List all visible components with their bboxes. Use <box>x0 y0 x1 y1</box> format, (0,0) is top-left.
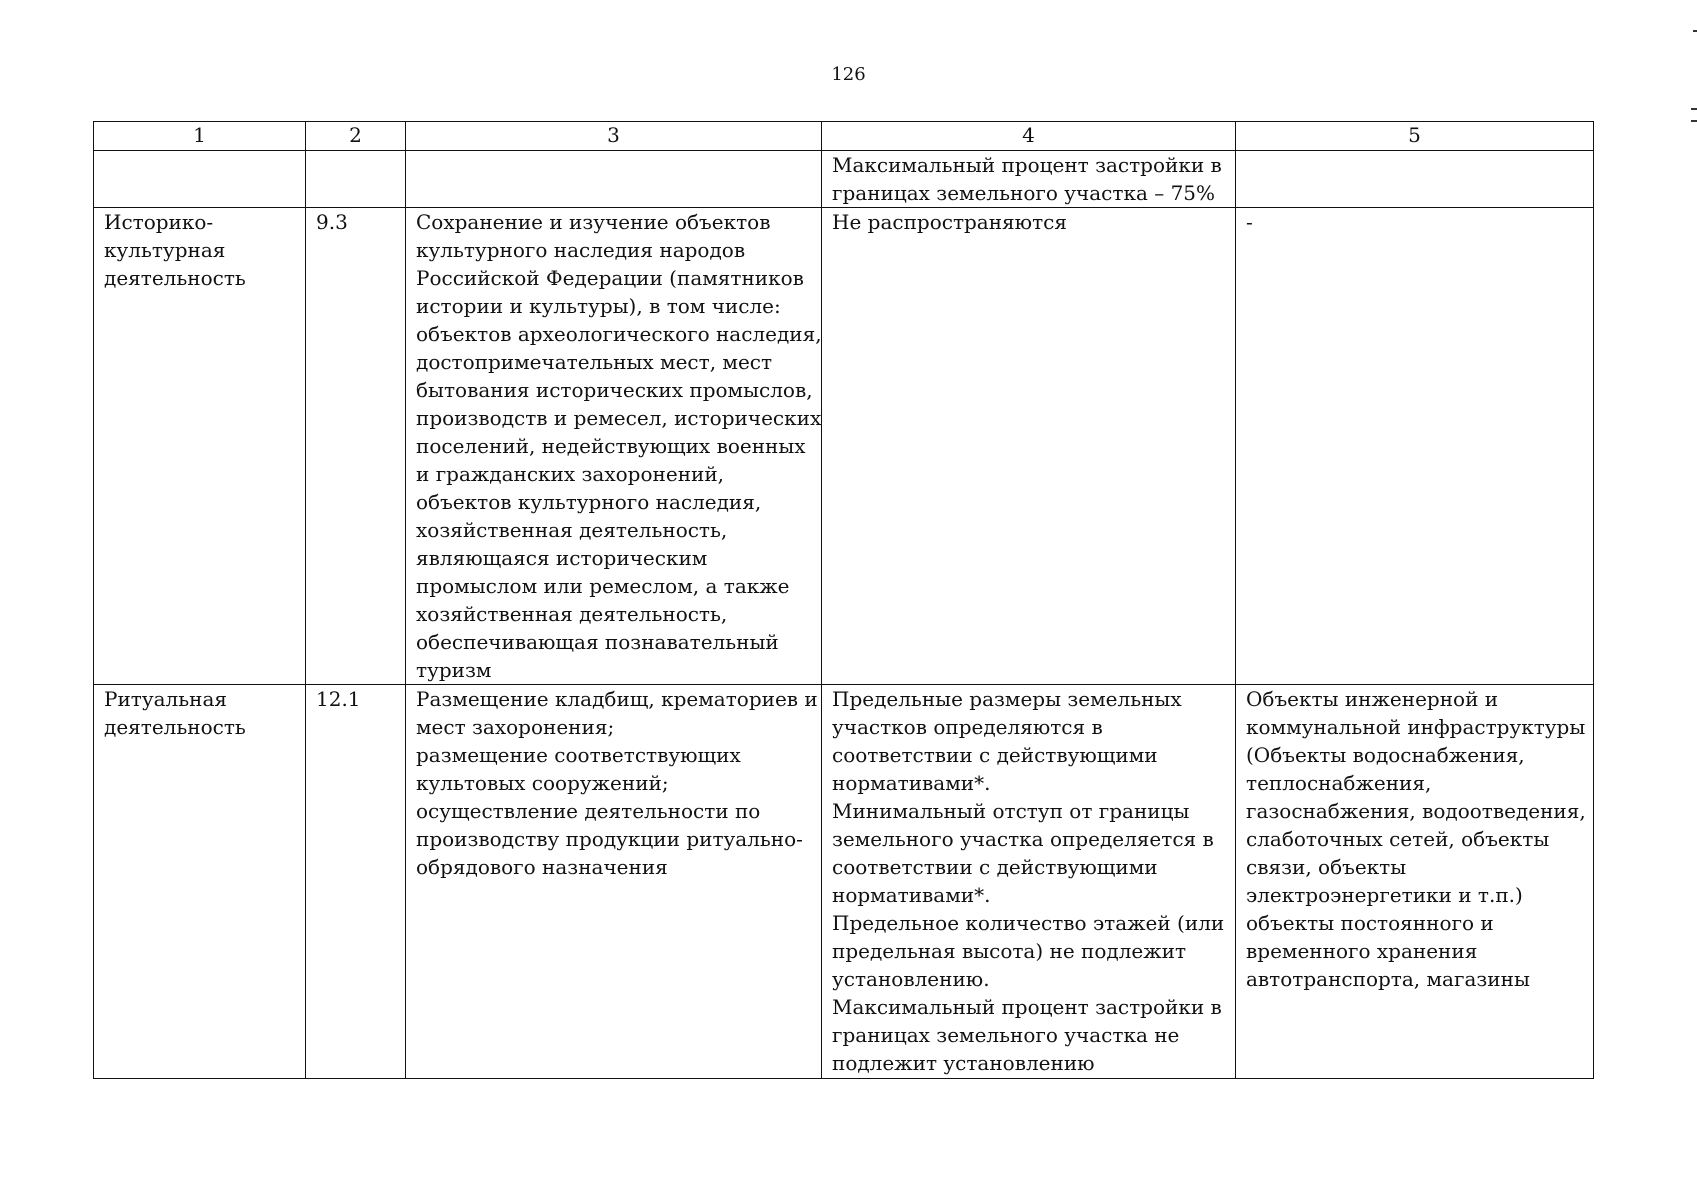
cell-line: деятельность <box>104 266 246 290</box>
cell-line: промыслом или ремеслом, а также <box>416 574 790 598</box>
cell-code <box>306 208 406 685</box>
header-cell-3: 3 <box>406 122 822 151</box>
cell-line: производств и ремесел, исторических <box>416 406 822 430</box>
cell-description <box>406 151 822 208</box>
cell-description <box>406 208 822 685</box>
cell-line: земельного участка определяется в <box>832 827 1214 851</box>
cell-line: участков определяются в <box>832 715 1103 739</box>
cell-line: границах земельного участка не <box>832 1023 1180 1047</box>
cell-auxiliary-uses <box>1236 151 1594 208</box>
cell-line: временного хранения <box>1246 939 1478 963</box>
cell-line: 12.1 <box>316 687 361 711</box>
cell-line: бытования исторических промыслов, <box>416 378 813 402</box>
cell-line: газоснабжения, водоотведения, <box>1246 799 1586 823</box>
cell-line: и гражданских захоронений, <box>416 462 725 486</box>
cell-code <box>306 151 406 208</box>
cell-line: предельная высота) не подлежит <box>832 939 1187 963</box>
cell-line: электроэнергетики и т.п.) <box>1246 883 1523 907</box>
cell-line: Ритуальная <box>104 687 228 711</box>
cell-line: деятельность <box>104 715 246 739</box>
cell-line: (Объекты водоснабжения, <box>1246 743 1525 767</box>
cell-line: производству продукции ритуально- <box>416 827 803 851</box>
cell-line: Не распространяются <box>832 210 1067 234</box>
cell-line: соответствии с действующими <box>832 743 1158 767</box>
cell-description <box>406 685 822 1079</box>
scan-edge-mark-lower <box>1691 108 1697 122</box>
cell-code <box>306 685 406 1079</box>
cell-line: достопримечательных мест, мест <box>416 350 773 374</box>
header-cell-4: 4 <box>822 122 1236 151</box>
cell-line: Сохранение и изучение объектов <box>416 210 771 234</box>
table-row <box>94 685 1594 1079</box>
cell-line: Объекты инженерной и <box>1246 687 1499 711</box>
cell-line: теплоснабжения, <box>1246 771 1432 795</box>
cell-auxiliary-uses <box>1236 685 1594 1079</box>
cell-line: коммунальной инфраструктуры <box>1246 715 1586 739</box>
cell-line: объектов археологического наследия, <box>416 322 822 346</box>
cell-auxiliary-uses <box>1236 208 1594 685</box>
cell-line: установлению. <box>832 967 990 991</box>
cell-line: обрядового назначения <box>416 855 668 879</box>
cell-type <box>94 151 306 208</box>
header-cell-1: 1 <box>94 122 306 151</box>
cell-line: поселений, недействующих военных <box>416 434 806 458</box>
header-cell-5: 5 <box>1236 122 1594 151</box>
cell-parameters <box>822 208 1236 685</box>
cell-type <box>94 685 306 1079</box>
cell-line: туризм <box>416 658 492 682</box>
cell-line: объектов культурного наследия, <box>416 490 762 514</box>
table-header-row <box>94 122 1594 151</box>
cell-line: осуществление деятельности по <box>416 799 761 823</box>
cell-line: культурная <box>104 238 226 262</box>
cell-line: мест захоронения; <box>416 715 615 739</box>
cell-parameters <box>822 685 1236 1079</box>
cell-line: культурного наследия народов <box>416 238 746 262</box>
cell-line: нормативами*. <box>832 771 991 795</box>
cell-line: Минимальный отступ от границы <box>832 799 1190 823</box>
cell-line: Предельные размеры земельных <box>832 687 1182 711</box>
page-number: 126 <box>831 64 866 85</box>
scan-edge-mark <box>1693 30 1697 32</box>
header-cell-2: 2 <box>306 122 406 151</box>
cell-line: границах земельного участка – 75% <box>832 181 1216 205</box>
cell-line: истории и культуры), в том числе: <box>416 294 781 318</box>
table-row <box>94 208 1594 685</box>
cell-line: обеспечивающая познавательный <box>416 630 779 654</box>
cell-line: Размещение кладбищ, крематориев и <box>416 687 818 711</box>
cell-line: хозяйственная деятельность, <box>416 518 728 542</box>
cell-line: Максимальный процент застройки в <box>832 153 1222 177</box>
cell-line: Предельное количество этажей (или <box>832 911 1225 935</box>
cell-line: хозяйственная деятельность, <box>416 602 728 626</box>
table-row <box>94 151 1594 208</box>
cell-line: объекты постоянного и <box>1246 911 1494 935</box>
cell-type <box>94 208 306 685</box>
cell-line: подлежит установлению <box>832 1051 1095 1075</box>
cell-line: Историко- <box>104 210 214 234</box>
cell-line: Российской Федерации (памятников <box>416 266 804 290</box>
zoning-table <box>93 121 1594 1079</box>
cell-parameters <box>822 151 1236 208</box>
cell-line: автотранспорта, магазины <box>1246 967 1530 991</box>
cell-line: 9.3 <box>316 210 348 234</box>
cell-line: нормативами*. <box>832 883 991 907</box>
cell-line: культовых сооружений; <box>416 771 669 795</box>
cell-line: слаботочных сетей, объекты <box>1246 827 1550 851</box>
cell-line: - <box>1246 210 1253 234</box>
cell-line: соответствии с действующими <box>832 855 1158 879</box>
cell-line: связи, объекты <box>1246 855 1407 879</box>
cell-line: размещение соответствующих <box>416 743 741 767</box>
cell-line: являющаяся историческим <box>416 546 708 570</box>
cell-line: Максимальный процент застройки в <box>832 995 1222 1019</box>
